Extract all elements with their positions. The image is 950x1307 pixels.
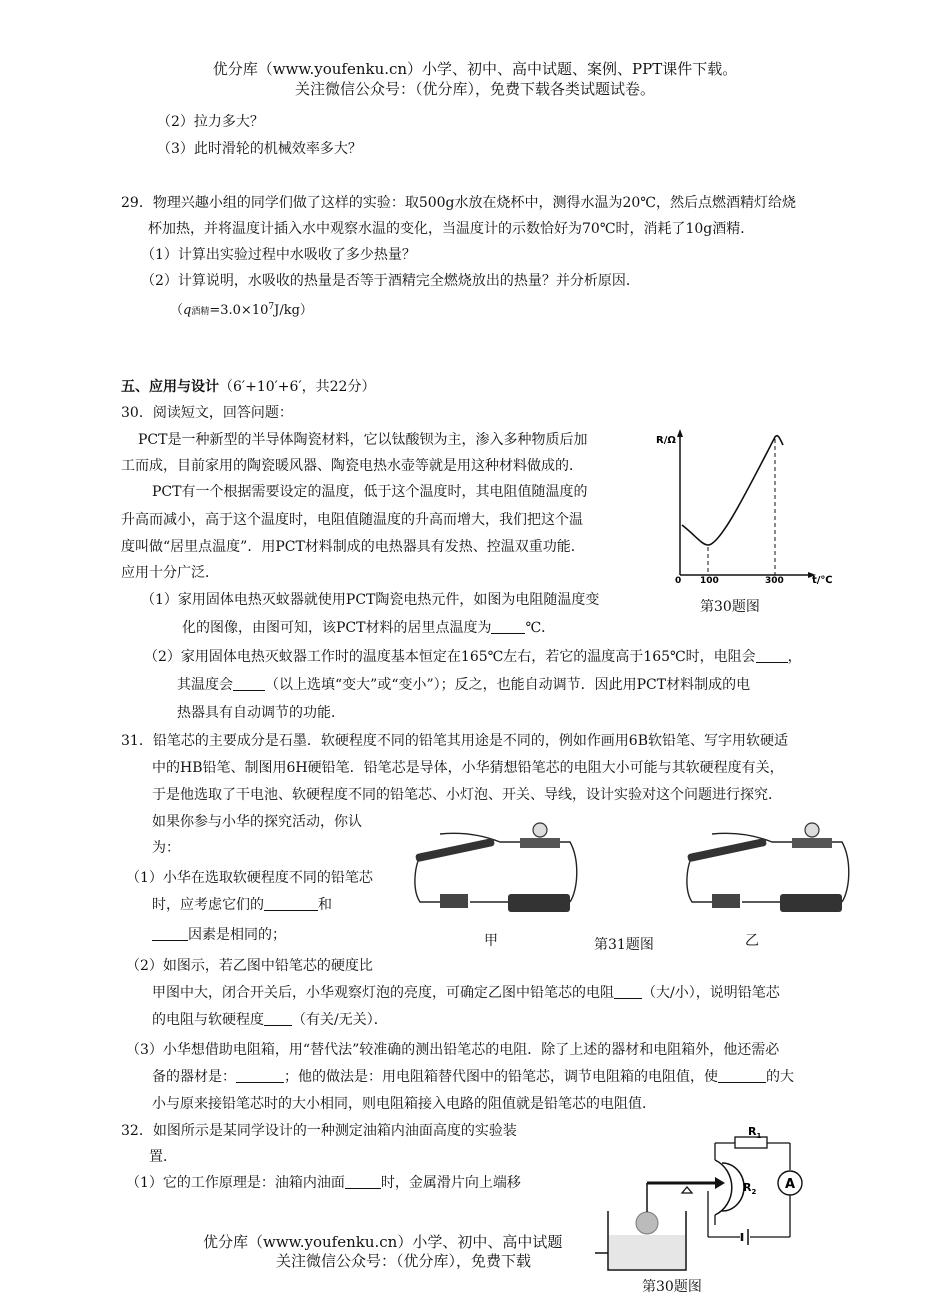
q30-part1-line2: 化的图像，由图可知，该PCT材料的居里点温度为 ℃． [182, 620, 556, 636]
q30-text-1: PCT是一种新型的半导体陶瓷材料，它以钛酸钡为主，渗入多种物质后加 [138, 432, 588, 448]
page-footer-line1: 优分库（www.youfenku.cn）小学、初中、高中试题 [203, 1233, 563, 1251]
page-footer-line2: 关注微信公众号：（优分库），免费下载 [276, 1252, 532, 1270]
pivot-icon [682, 1187, 692, 1193]
q30-figure-caption: 第30题图 [700, 599, 760, 615]
q30-part2-line1: （2）家用固体电热灭蚊器工作时的温度基本恒定在165℃左右，若它的温度高于165℃时，电阻会 ， [144, 649, 802, 665]
answer-blank [236, 1068, 284, 1083]
answer-blank [614, 984, 642, 999]
q31-part2-line1: （2）如图示，若乙图中铅笔芯的硬度比 [126, 958, 373, 974]
q31-part3-line2: 备的器材是： ；他的做法是：用电阻箱替代图中的铅笔芯，调节电阻箱的电阻值，使 的大 [152, 1069, 794, 1085]
rheostat-arc-inner [722, 1163, 744, 1211]
q31-label-jia: 甲 [484, 933, 498, 949]
bulb-icon [805, 823, 819, 837]
battery-icon [508, 894, 570, 912]
q31-figure-caption: 第31题图 [594, 937, 654, 953]
q31-part2-line2: 甲图中大，闭合开关后，小华观察灯泡的亮度，可确定乙图中铅笔芯的电阻 （大/小），说明铅笔芯 [152, 985, 780, 1001]
label-r2: $R_2$ [743, 1181, 757, 1196]
q31-part1-line1: （1）小华在选取软硬程度不同的铅笔芯 [126, 870, 373, 886]
float-ball-icon [636, 1212, 658, 1234]
q32-oil-tank-diagram [590, 1125, 820, 1275]
answer-blank [152, 926, 188, 941]
q31-line4: 如果你参与小华的探究活动，你认 [152, 814, 362, 830]
q31-line1: 31．铅笔芯的主要成分是石墨．软硬程度不同的铅笔其用途是不同的，例如作画用6B软铅笔、写字用软硬适 [121, 733, 789, 749]
q32-line2: 置． [149, 1149, 177, 1165]
q31-line5: 为： [152, 840, 180, 856]
bulb-icon [533, 823, 547, 837]
y-axis-arrow [677, 429, 683, 437]
q29-part2: （2）计算说明，水吸收的热量是否等于酒精完全燃烧放出的热量？并分析原因． [141, 273, 640, 289]
q31-part1-line2: 时，应考虑它们的 和 [152, 897, 332, 913]
resistance-curve [682, 436, 783, 545]
q30-text-6: 应用十分广泛． [121, 565, 219, 581]
q29-formula: （q酒精$=3.0\times 10^7J/kg$） [170, 302, 313, 318]
switch-icon [440, 894, 468, 908]
q31-circuit-jia [400, 820, 590, 920]
bulb-base-icon [792, 838, 832, 848]
q31-circuit-yi [672, 820, 862, 920]
q30-part1-line1: （1）家用固体电热灭蚊器就使用PCT陶瓷电热元件，如图为电阻随温度变 [141, 592, 600, 608]
graph-tick-300: 300 [765, 576, 784, 586]
q30-text-2: 工而成，目前家用的陶瓷暖风器、陶瓷电热水壶等就是用这种材料做成的． [121, 458, 583, 474]
pencil-lead-icon [687, 838, 767, 862]
q29-line2: 杯加热，并将温度计插入水中观察水温的变化，当温度计的示数恰好为70℃时，消耗了10g酒精． [148, 221, 755, 237]
q28-part3: （3）此时滑轮的机械效率多大？ [157, 141, 362, 157]
rheostat-arc [715, 1160, 732, 1215]
section5-heading: 五、应用与设计（6′+10′+6′，共22分） [121, 379, 376, 395]
switch-icon [712, 894, 740, 908]
q32-line1: 32．如图所示是某同学设计的一种测定油箱内油面高度的实验装 [121, 1123, 517, 1139]
wire [560, 842, 577, 902]
answer-blank [233, 676, 265, 691]
q31-part2-line3: 的电阻与软硬程度 （有关/无关）． [152, 1012, 388, 1028]
q30-text-3: PCT有一个根据需要设定的温度，低于这个温度时，其电阻值随温度的 [152, 484, 588, 500]
q29-part1: （1）计算出实验过程中水吸收了多少热量？ [141, 247, 416, 263]
answer-blank [756, 648, 788, 663]
q31-part3-line3: 小与原来接铅笔芯时的大小相同，则电阻箱接入电路的阻值就是铅笔芯的电阻值． [152, 1096, 656, 1112]
resistor-r1-icon [735, 1137, 767, 1148]
q30-resistance-temperature-graph [650, 425, 840, 590]
bulb-base-icon [520, 838, 560, 848]
q31-line3: 于是他选取了干电池、软硬程度不同的铅笔芯、小灯泡、开关、导线，设计实验对这个问题进行探究． [152, 787, 782, 803]
q30-part2-line3: 热器具有自动调节的功能． [177, 705, 345, 721]
label-ammeter: A [785, 1177, 796, 1192]
label-r1: $R_1$ [748, 1125, 762, 1140]
graph-xlabel: t/℃ [812, 575, 833, 586]
graph-origin: 0 [675, 576, 682, 586]
q30-intro: 30．阅读短文，回答问题： [121, 405, 293, 421]
q31-line2: 中的HB铅笔、制图用6H硬铅笔．铅笔芯是导体，小华猜想铅笔芯的电阻大小可能与其软硬程度有关， [152, 760, 784, 776]
q31-label-yi: 乙 [745, 933, 759, 949]
q32-figure-caption: 第30题图 [642, 1279, 702, 1295]
answer-blank [718, 1068, 766, 1083]
q32-part1: （1）它的工作原理是：油箱内油面 时，金属滑片向上端移 [126, 1175, 521, 1191]
page-header-line1: 优分库（www.youfenku.cn）小学、初中、高中试题、案例、PPT课件下载。 [212, 60, 738, 78]
battery-icon [780, 894, 842, 912]
answer-blank [491, 619, 525, 634]
wire [832, 842, 849, 902]
answer-blank [264, 1011, 292, 1026]
q30-text-4: 升高而减小，高于这个温度时，电阻值随温度的升高而增大，我们把这个温 [121, 512, 583, 528]
q28-part2: （2）拉力多大？ [157, 114, 264, 130]
answer-blank [264, 896, 318, 911]
oil-surface [609, 1235, 685, 1269]
q30-text-5: 度叫做“居里点温度”．用PCT材料制成的电热器具有发热、控温双重功能． [121, 539, 585, 555]
pencil-lead-icon [415, 838, 495, 862]
slider-tip-icon [715, 1177, 725, 1189]
q29-line1: 29．物理兴趣小组的同学们做了这样的实验：取500g水放在烧杯中，测得水温为20℃，然后点燃酒精灯给烧 [121, 195, 796, 211]
q31-part3-line1: （3）小华想借助电阻箱，用“替代法”较准确的测出铅笔芯的电阻．除了上述的器材和电阻箱外，他还需必 [126, 1042, 780, 1058]
graph-ylabel: R/Ω [656, 435, 676, 446]
page-header-line2: 关注微信公众号：（优分库），免费下载各类试题试卷。 [294, 80, 655, 98]
q31-part1-line3: 因素是相同的； [152, 925, 286, 945]
graph-tick-100: 100 [700, 576, 719, 586]
answer-blank [345, 1174, 381, 1189]
q30-part2-line2: 其温度会 （以上选填“变大”或“变小”）；反之，也能自动调节．因此用PCT材料制成的电 [177, 677, 751, 693]
